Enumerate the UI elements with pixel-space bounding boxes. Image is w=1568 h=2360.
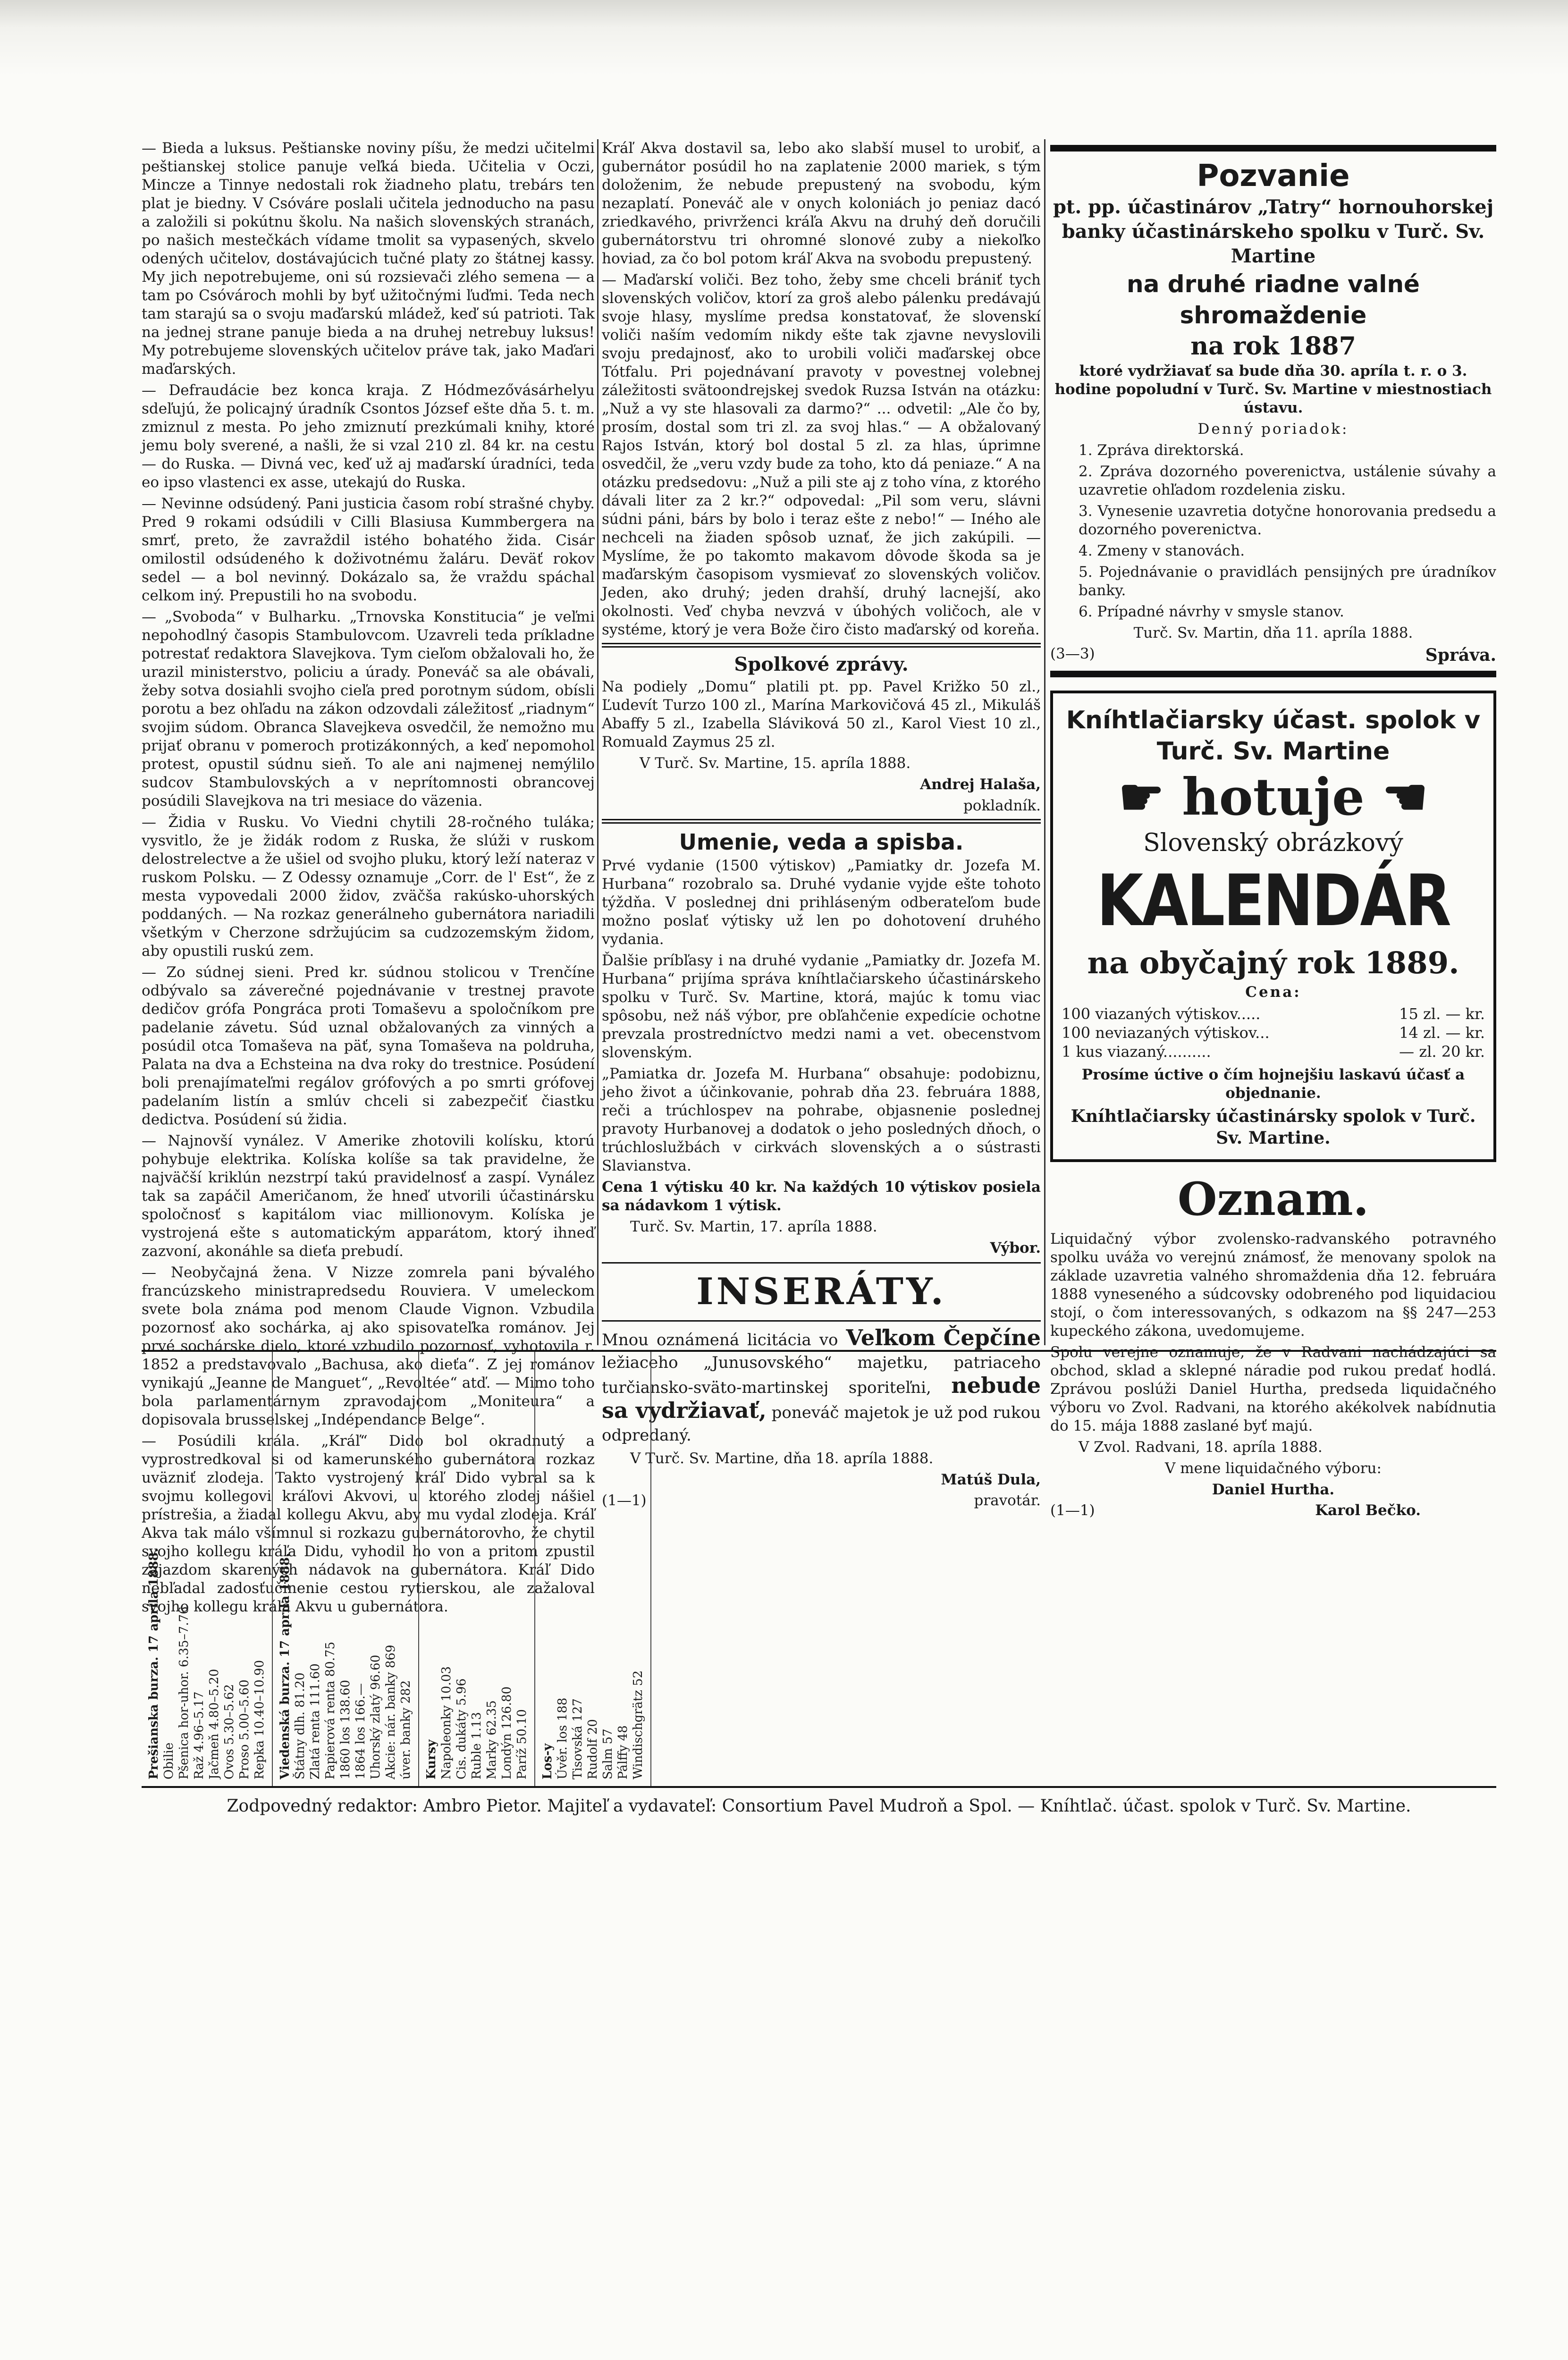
umenie-p4: Cena 1 výtisku 40 kr. Na každých 10 výtiskov posiela sa nádavkom 1 výtisk. xyxy=(602,1179,1041,1214)
article-vynalez: — Najnovší vynález. V Amerike zhotovili kolísku, ktorú pohybuje elektrika. Kolíska kolíše sa tak pravidelne, že najväčší kriklún nezstrpí takú pravidelnosť a zaspí. Vynález tak sa zapáčil Američanom, že hneď utvorili účastinársku spoločnosť s kapitálom viac millionovym. Kolíska je vystrojená ešte s automatickým apparátom, ktorý ihneď zazvoní, akonáhle sa dieťa prebudí. xyxy=(142,1132,595,1260)
pozvanie-meeting: na druhé riadne valné shromaždenie xyxy=(1127,270,1420,329)
inserat-text: Mnou oznámená licitácia vo xyxy=(602,1331,838,1349)
inserat-text: ležiaceho „Junusovského“ majetku, patriaceho turčiansko-sväto-martinskej sporiteľni, xyxy=(602,1353,1041,1397)
market-line: Windischgrätz 52 xyxy=(631,1670,645,1779)
market-line: Jačmeň 4.80–5.20 xyxy=(207,1669,221,1779)
divider xyxy=(602,643,1041,648)
kalendar-cena: Cena: xyxy=(1245,984,1301,1001)
price-row xyxy=(1062,1004,1485,1023)
umenie-p3: „Pamiatka dr. Jozefa M. Hurbana“ obsahuje: podobiznu, jeho život a účinkovanie, pohrab dňa 23. februára 1888, reči a trúchlospev na pohrabe, objasnenie poslednej pravoty Hurbanovej a dodatok o jeho posledných dňoch, o trúchloslužbách v cirkvách slovenských a o sústrasti Slavianstva. xyxy=(602,1065,1041,1174)
market-line: Napoleonky 10.03 xyxy=(439,1666,454,1779)
kalendar-ad xyxy=(1050,691,1496,1162)
market-line: Pšenica hor-uhor. 6.35–7.76 xyxy=(177,1606,191,1779)
kalendar-footer: Kníhtlačiarsky účastinársky spolok v Turč. Sv. Martine. xyxy=(1071,1106,1476,1148)
market-line: Rudolf 20 xyxy=(586,1719,600,1779)
inserat-place-name: Veľkom xyxy=(846,1325,936,1350)
price-item: 100 viazaných výtiskov..... xyxy=(1062,1005,1261,1023)
inserat-signature-role: pravotár. xyxy=(974,1492,1041,1509)
divider xyxy=(1050,671,1496,677)
market-line: Londýn 126.80 xyxy=(500,1686,514,1779)
section-title-umenie: Umenie, veda a spisba. xyxy=(679,829,964,855)
umenie-p1: Prvé vydanie (1500 výtiskov) „Pamiatky dr. Jozefa M. Hurbana“ rozobralo sa. Druhé vydanie vyjde ešte tohoto týždňa. V poslednej dni prihláseným odberateľom bude možno poslať výtisky už len po dohotovení druhého vydania. xyxy=(602,857,1041,948)
oznam-za: V mene liquidačného výboru: xyxy=(1165,1460,1382,1477)
article-zena: — Neobyčajná žena. V Nizze zomrela pani bývalého francúzskeho ministrapredsedu Rouviera. V umeleckom svete bola známa pod menom Claude Vignon. Vzbudila pozornosť ako sochárka, aj ako spisovateľka románov. Jej prvé sochárske dielo, ktoré vzbudilo pozornosť, vyhotovila r. 1852 a predstavovalo „Bachusa, ako dieťa“. Z jej románov vynikajú „Jeanne de Manguet“, „Revoltée“ atď. — Mimo toho bola parlamentárnym zpravodajcom „Moniteura“ a dopisovala brusselskej „Indépendance Belge“. xyxy=(142,1264,595,1428)
price-value: 15 zl. — kr. xyxy=(1399,1005,1485,1023)
divider xyxy=(1050,145,1496,152)
divider xyxy=(602,1262,1041,1264)
market-line: Akcie: nár. banky 869 xyxy=(384,1644,398,1779)
kalendar-title: KALENDÁR xyxy=(1096,860,1450,942)
column-divider xyxy=(597,139,599,1345)
poriadok-item: 4. Zmeny v stanovách. xyxy=(1079,542,1245,559)
market-line: Obilie xyxy=(162,1742,176,1779)
price-row xyxy=(1062,1042,1485,1061)
market-line: úver. banky 282 xyxy=(399,1680,413,1779)
pozvanie-when: ktoré vydržiavať sa bude dňa 30. apríla t. r. o 3. hodine popoludní v Turč. Sv. Martine v miestnostiach ústavu. xyxy=(1054,362,1492,416)
market-line: Zlatá renta 111.60 xyxy=(308,1663,322,1779)
spolkove-signature: Andrej Halaša, xyxy=(920,776,1041,793)
market-table xyxy=(142,1350,1496,1788)
poriadok-item: 2. Zpráva dozorného poverenictva, ustálenie súvahy a uzavretie ohľadom rozdelenia zisku. xyxy=(1079,463,1496,498)
spolkove-signature-role: pokladník. xyxy=(963,797,1041,814)
market-line: 1864 los 166.— xyxy=(354,1683,368,1779)
inserat-notice: nebude sa vydržiavať, xyxy=(602,1373,1041,1423)
market-title: Kursy xyxy=(424,1739,438,1779)
article-bieda: — Bieda a luksus. Peštianske noviny píšu, že medzi učitelmi peštianskej stolice panuje veľká bieda. Učitelia v Oczi, Mincze a Tinnye nedostali rok žiadneho platu, trebárs ten plat je biedny. V Csóváre poslali učitela jednoducho na pasu a založili si pokútnu školu. Na našich slovenských stranách, po našich mestečkách vídame tmolit sa vypasených, skvelo odených učitelov, dostávajúcich tučné platy zo štátnej kassy. My jich nepotrebujeme, oni sú rozsievači zlého semena — a tam po Csóvároch mohli by byť užitočnými ľuďmi. Teda nech tam starajú sa o svoju maďarskú mládež, keď sú patrioti. Tak na jednej strane panuje bieda a na druhej netrebuy luksus! My potrebujeme slovenských učitelov práve tak, jako Maďari maďarských. xyxy=(142,140,595,378)
kalendar-year: na obyčajný rok 1889. xyxy=(1087,945,1459,981)
poriadok-title: Denný poriadok: xyxy=(1197,421,1349,438)
oznam-title: Oznam. xyxy=(1177,1172,1369,1226)
kalendar-sub: Slovenský obrázkový xyxy=(1143,829,1403,857)
market-line: Proso 5.00–5.60 xyxy=(237,1679,252,1779)
oznam-place: V Zvol. Radvani, 18. apríla 1888. xyxy=(1079,1439,1323,1456)
poriadok-item: 3. Vynesenie uzavretia dotyčne honorovania predsedu a dozorného poverenictva. xyxy=(1079,503,1496,538)
section-title-spolkove: Spolkové zprávy. xyxy=(734,653,909,675)
spolkove-text: Na podiely „Domu“ platili pt. pp. Pavel Križko 50 zl., Ľudevít Turzo 100 zl., Marína Markovičová 45 zl., Mikuláš Abaffy 5 zl., Izabella Sláviková 50 zl., Karol Viest 10 zl., Romuald Zaymus 25 zl. xyxy=(602,678,1041,750)
umenie-signature: Výbor. xyxy=(990,1239,1041,1256)
market-line: Raž 4.96–5.17 xyxy=(192,1691,206,1779)
umenie-p2: Ďalšie príbľasy i na druhé vydanie „Pamiatky dr. Jozefa M. Hurbana“ prijíma správa kníhtlačiarskeho účastinárskeho spolku v Turč. Sv. Martine, ktorá, majúc k tomu viac spôsobu, než náš výbor, pre obľahčenie expedície ochotne prevzala prostredníctvo medzi nami a vet. obecenstvom slovenským. xyxy=(602,952,1041,1061)
oznam-signature: Daniel Hurtha. xyxy=(1212,1481,1335,1498)
inserat-signature: Matúš Dula, xyxy=(941,1471,1041,1488)
market-line: Ruble 1.13 xyxy=(470,1712,484,1779)
market-line: Repka 10.40–10.90 xyxy=(253,1660,267,1779)
pointing-hand-icon: ☛ xyxy=(1118,767,1164,827)
market-line: Úvěr. los 188 xyxy=(556,1697,570,1779)
inserat-number: (1—1) xyxy=(602,1492,647,1509)
market-block xyxy=(419,1352,535,1786)
inserat-place: V Turč. Sv. Martine, dňa 18. apríla 1888. xyxy=(630,1450,934,1467)
article-defraudacie: — Defraudácie bez konca kraja. Z Hódmezővásárhelyu sdeľujú, že policajný úradník Csontos József ešte dňa 5. t. m. zmiznul z mesta. Po jeho zmiznutí prezkúmali knihy, ktoré jemu boly sverené, a našli, že si vzal 210 zl. 84 kr. na cestu — do Ruska. — Divná vec, keď už aj maďarskí úradníci, teda eo ipso vlastenci ex asse, utekajú do Ruska. xyxy=(142,382,595,491)
market-line: Papierová renta 80.75 xyxy=(323,1642,337,1779)
oznam-signature: Karol Bečko. xyxy=(1315,1502,1421,1519)
price-value: 14 zl. — kr. xyxy=(1399,1024,1485,1042)
market-line: Uhorský zlatý 96.60 xyxy=(369,1654,383,1779)
price-item: 1 kus viazaný.......... xyxy=(1062,1043,1211,1061)
oznam-p2: Spolu verejne oznamuje, že v Radvani nachádzajúci sa obchod, sklad a sklepné náradie pod rukou predať hodlá. Zprávou poslúži Daniel Hurtha, predseda liquidačného výboru vo Zvol. Radvani, na ktorého akékolvek nabídnutia do 15. mája 1888 zaslané byť majú. xyxy=(1050,1344,1496,1434)
umenie-place: Turč. Sv. Martin, 17. apríla 1888. xyxy=(630,1218,877,1235)
pozvanie-signature: Správa. xyxy=(1425,645,1496,665)
market-block xyxy=(142,1352,273,1786)
pozvanie-year: na rok 1887 xyxy=(1190,332,1356,361)
page-footer: Zodpovedný redaktor: Ambro Pietor. Majiteľ a vydavateľ: Consortium Pavel Mudroň a Spol. — Kníhtlač. účast. spolok v Turč. Sv. Martine. xyxy=(227,1796,1411,1816)
market-line: Tisovská 127 xyxy=(571,1698,585,1779)
market-line: Pálffy 48 xyxy=(616,1725,630,1779)
article-svoboda: — „Svoboda“ v Bulharku. „Trnovska Konstitucia“ je veľmi nepohodlný časopis Stambulovcom. Uzavreli teda príkladne potrestať redaktora Slavejkova. Tym cieľom obžalovali ho, že urazil ministerstvo, policiu a úrady. Poneváč sa ale obávali, žeby sotva dosiahli svojho cieľa pred porotnym súdom, obísli porotu a bez ohľadu na zákon odzovdali záležitosť „riadnym“ svojim súdom. Obranca Slavejkeva osvedčil, že nemožno mu prijať obranu v pomeroch protizákonných, a keď nepomohol protest, opustil súdnu sieň. To ale ani najmenej nemýlilo sudcov Stambulovských a v neprítomnosti obrancovej posúdili Slavejkova na tri mesiace do väzenia. xyxy=(142,608,595,809)
market-line: Ovos 5.30–5.62 xyxy=(222,1684,236,1779)
market-line: 1860 los 138.60 xyxy=(338,1680,353,1779)
kalendar-hotuje-text: hotuje xyxy=(1182,767,1365,827)
inserat-place-name: Čepčíne xyxy=(943,1325,1041,1350)
poriadok-item: 5. Pojednávanie o pravidlách pensijných pre úradníkov banky. xyxy=(1079,564,1496,599)
article-nevinne: — Nevinne odsúdený. Pani justicia časom robí strašné chyby. Pred 9 rokami odsúdili v Cilli Blasiusa Kummbergera na smrť, preto, že zavraždil istého bohatého žida. Cisár omilostil odsúdeného k doživotnému žaláru. Deväť rokov sedel — a bol nevinný. Dokázalo sa, že vraždu spáchal celkom iný. Prepustili ho na svobodu. xyxy=(142,495,595,604)
spolkove-place: V Turč. Sv. Martine, 15. apríla 1888. xyxy=(640,755,911,772)
oznam-p1: Liquidačný výbor zvolensko-radvanského potravného spolku uváža vo verejnú známosť, že menovany spolok na základe uzavretia valného shromaždenia dňa 12. februára 1888 vyneseného a súdcovsky odobreného pod liquidaciou stojí, o čom interessovaných, s odkazom na §§ 247—253 kupeckého zákona, uvedomujeme. xyxy=(1050,1231,1496,1340)
market-title: Viedenská burza. 17 apríla 1888. xyxy=(278,1553,292,1779)
column-divider xyxy=(1044,139,1045,1345)
column-middle xyxy=(602,139,1041,1509)
market-line: Štátny dlh. 81.20 xyxy=(293,1672,307,1779)
inserat-text: poneváč majetok je už pod rukou odpredaný. xyxy=(602,1403,1041,1445)
pointing-hand-icon: ☚ xyxy=(1382,767,1428,827)
market-line: Paríž 50.10 xyxy=(515,1709,529,1779)
article-volici: — Maďarskí voliči. Bez toho, žeby sme chceli brániť tych slovenských voličov, ktorí za groš alebo pálenku predávajú svoje hlasy, myslíme predsa konstatovať, že slovenskí voliči naším vedomím nikdy ešte tak zjavne nevyslovili svoju predajnosť, ako to urobili voliči maďarskej obce Tótfalu. Pri pojednávaní pravoty v povestnej volebnej záležitosti svätoondrejskej svedok Ruzsa István na otázku: „Nuž a vy ste hlasovali za darmo?“ ... odvetil: „Ale čo by, prosím, dostal som tri zl. za svoj hlas.“ — A obžalovaný Rajos István, ktorý bol dostal 5 zl. za hlas, úprimne osvedčil, že „veru vzdy bude za toho, kto dá peniaze.“ A na otázku predsedovu: „Nuž a pili ste aj z toho vína, z ktorého dávali liter za 2 kr.?“ odpovedal: „Pil som veru, slávni súdni páni, bárs by bolo i teraz ešte z nebo!“ — Iného ale nechceli na žiaden spôsob uznať, že jich zakúpili. — Myslíme, že po takomto makavom dôvode škoda sa je maďarským časopisom vysmievať zo slovenských voličov. Jeden, ako druhý; jeden drahší, druhý lacnejší, ako okolnosti. Veď chyba nevzvá v úbohých voličoch, ale v systéme, ktorý je vera Bože čiro čisto maďarský od koreňa. xyxy=(602,271,1041,638)
market-line: Salm 57 xyxy=(601,1728,615,1779)
price-row xyxy=(1062,1023,1485,1042)
kalendar-publisher: Kníhtlačiarsky účast. spolok v Turč. Sv. Martine xyxy=(1066,706,1481,766)
article-kral-continued: Kráľ Akva dostavil sa, lebo ako slabší musel to urobiť, a gubernátor posúdil ho na zaplatenie 2000 mariek, s tým doloženim, že nebude prepustený na svobodu, kým nezaplatí. Poneváč ale v onych koloniách jo peniaz dacó zriedkavého, privrženci kráľa Akvu na druhý deň doručili gubernátorstvu tri ohromné slonové zuby a niekoľko hoviad, za čo bol potom kráľ Akva na svobodu prepustený. xyxy=(602,140,1041,267)
pozvanie-subtitle: pt. pp. účastinárov „Tatry“ hornouhorskej banky účastinárskeho spolku v Turč. Sv. Martine xyxy=(1053,196,1494,267)
market-table-rotated xyxy=(142,1352,1496,1786)
oznam-number: (1—1) xyxy=(1050,1502,1095,1519)
price-value: — zl. 20 kr. xyxy=(1399,1043,1485,1061)
market-line: Cis. dukáty 5.96 xyxy=(455,1678,469,1779)
article-zidia: — Židia v Rusku. Vo Viedni chytili 28-ročného tuláka; vysvitlo, že je židák rodom z Ruska, že slúži v ruskom delostrelectve a že ušiel od svojho pluku, ktorý leží nateraz v ruskom Polsku. — Z Odessy oznamuje „Corr. de l' Est“, že z mesta vypovedali 2000 židov, zväčša rakúsko-uhorských poddaných. — Na rozkaz generálneho gubernátora nariadili všetkým v Cherzone sdržujúcim sa cudzozemským židom, aby opustili ruskú zem. xyxy=(142,814,595,960)
pozvanie-number: (3—3) xyxy=(1050,645,1095,662)
pozvanie-place: Turč. Sv. Martin, dňa 11. apríla 1888. xyxy=(1133,624,1413,641)
kalendar-hotuje xyxy=(1062,767,1485,827)
column-right xyxy=(1050,139,1496,1519)
market-title: Prešianska burza. 17 apríla 1888. xyxy=(147,1548,161,1779)
article-sud: — Zo súdnej sieni. Pred kr. súdnou stolicou v Trenčíne odbývalo sa záverečné pojednávanie v trestnej pravote dedičov grófa Pongráca proti Tomaševu a spoločníkom pre padelanie závetu. Súd uznal obžalovaných za vinných a posúdil otca Tomaševa na päť, syna Tomaševa na poldruha, Palata na dva a Echsteina na dva roky do trestnice. Posúdení boli prenajímateľmi regálov grófových a po smrti grófovej padelaním listín a smlúv chceli si zabezpečiť čiastku dedictva. Posúdení sú židia. xyxy=(142,964,595,1128)
article-kral: — Posúdili krála. „Kráľ“ Dido bol okradnutý a vyprostredkoval si od kamerunského gubernátora rozkaz uväzniť zlodeja. Takto vystrojený kráľ Dido vybral sa k svojmu kollegovi kráľovi Akvovi, u ktorého zlodej nášiel prístrešia, a žiadal kollegu Akvu, aby mu vydal zlodeja. Kráľ Akva tak málo všímnul si rozkazu gubernátorovho, že chytil svojho kollegu kráľa Didu, vyhodil ho von a pritom zpustil zájazdom skarených nádavok na gubernátora. Kráľ Dido nebľadal zadosťučinenie cestou rytierskou, ale zažaloval svojho kollegu kráľa Akvu u gubernátora. xyxy=(142,1433,595,1615)
section-title-inseraty: INSERÁTY. xyxy=(696,1270,946,1313)
poriadok-item: 1. Zpráva direktorská. xyxy=(1079,442,1244,459)
divider xyxy=(602,819,1041,824)
divider xyxy=(602,1320,1041,1322)
poriadok-item: 6. Prípadné návrhy v smysle stanov. xyxy=(1079,603,1344,620)
market-title: Los-y xyxy=(540,1743,555,1779)
market-line: Marky 62.35 xyxy=(485,1700,499,1779)
market-block xyxy=(273,1352,419,1786)
price-item: 100 neviazaných výtiskov... xyxy=(1062,1024,1270,1042)
kalendar-prosime: Prosíme úctive o čím hojnejšiu laskavú účasť a objednanie. xyxy=(1081,1066,1465,1102)
pozvanie-title: Pozvanie xyxy=(1197,159,1350,194)
market-block xyxy=(535,1352,651,1786)
